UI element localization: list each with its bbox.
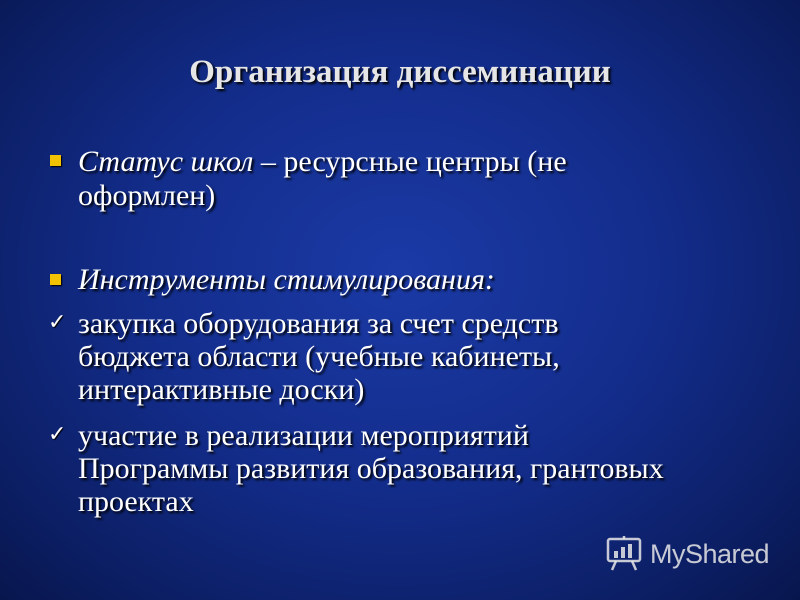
bullet-item-status-line2: оформлен): [78, 179, 216, 212]
square-bullet-icon: [50, 155, 61, 166]
presentation-board-icon: [606, 536, 644, 572]
bullet-item-instruments-italic: Инструменты стимулирования:: [78, 263, 495, 296]
slide-title: Организация диссеминации: [189, 54, 611, 90]
bullet-item-status-italic: Статус школ: [78, 145, 254, 178]
check-item-participation-line2: Программы развития образования, грантовых: [78, 452, 664, 485]
bullet-item-status-text: – ресурсные центры (не: [253, 145, 567, 178]
check-item-participation-line1: участие в реализации мероприятий: [78, 419, 529, 452]
check-item-participation-line3: проектах: [78, 485, 194, 518]
check-item-purchase-line3: интерактивные доски): [78, 373, 365, 406]
check-item-purchase-line1: закупка оборудования за счет средств: [78, 307, 559, 340]
checkmark-icon: ✓: [48, 422, 67, 447]
bullet-item-instruments: [78, 264, 495, 296]
square-bullet-icon: [50, 274, 61, 285]
check-item-purchase-line2: бюджета области (учебные кабинеты,: [78, 340, 560, 373]
watermark[interactable]: [606, 534, 769, 574]
checkmark-icon: ✓: [48, 310, 67, 335]
bullet-item-status: [78, 146, 567, 178]
watermark-text: MyShared: [650, 538, 770, 569]
